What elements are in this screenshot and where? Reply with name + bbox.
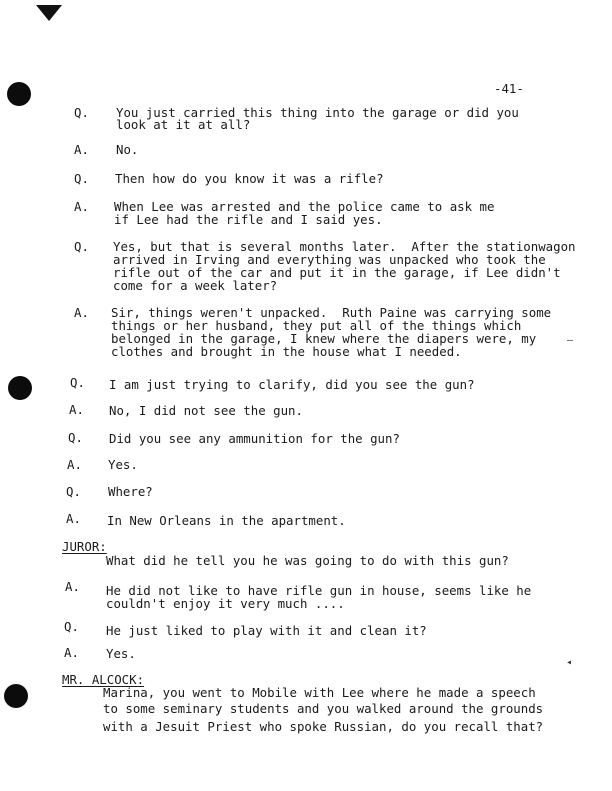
answer-line: with a Jesuit Priest who spoke Russian, do you recall that? xyxy=(103,719,544,734)
speaker-label: A. xyxy=(74,199,89,214)
speaker-label: Q. xyxy=(74,171,89,186)
corner-mark xyxy=(36,5,62,21)
answer-line: come for a week later? xyxy=(113,278,278,293)
speaker-label: Q. xyxy=(68,430,83,445)
punch-hole xyxy=(8,376,32,400)
speaker-label: A. xyxy=(74,142,89,157)
answer-line: look at it at all? xyxy=(116,117,251,132)
punch-hole xyxy=(4,684,28,708)
answer-line: When Lee was arrested and the police came to ask me xyxy=(114,199,495,214)
speaker-heading: JUROR: xyxy=(62,539,107,554)
answer-line: What did he tell you he was going to do with this gun? xyxy=(106,553,509,568)
answer-line: He just liked to play with it and clean it? xyxy=(106,623,427,638)
punch-hole xyxy=(7,82,31,106)
speaker-label: Q. xyxy=(64,619,79,634)
answer-line: Yes. xyxy=(106,646,136,661)
answer-line: Did you see any ammunition for the gun? xyxy=(109,431,400,446)
answer-line: In New Orleans in the apartment. xyxy=(107,513,346,528)
answer-line: I am just trying to clarify, did you see the gun? xyxy=(109,377,475,392)
stray-mark: – xyxy=(567,335,574,346)
speaker-label: A. xyxy=(65,579,80,594)
speaker-label: A. xyxy=(74,305,89,320)
speaker-heading: MR. ALCOCK: xyxy=(62,672,145,687)
speaker-label: Q. xyxy=(74,105,89,120)
answer-line: if Lee had the rifle and I said yes. xyxy=(114,212,383,227)
stray-mark: ◂ xyxy=(566,657,573,668)
speaker-label: A. xyxy=(66,511,81,526)
answer-line: arrived in Irving and everything was unpacked who took the xyxy=(113,252,546,267)
answer-line: couldn't enjoy it very much .... xyxy=(106,596,345,611)
answer-line: things or her husband, they put all of the things which xyxy=(111,318,522,333)
answer-line: belonged in the garage, I knew where the diapers were, my xyxy=(111,331,537,346)
speaker-label: Q. xyxy=(74,239,89,254)
answer-line: No. xyxy=(116,142,139,157)
answer-line: You just carried this thing into the garage or did you xyxy=(116,105,519,120)
answer-line: Marina, you went to Mobile with Lee where he made a speech xyxy=(103,685,536,700)
answer-line: He did not like to have rifle gun in house, seems like he xyxy=(106,583,532,598)
answer-line: Then how do you know it was a rifle? xyxy=(115,171,384,186)
speaker-label: A. xyxy=(64,645,79,660)
answer-line: to some seminary students and you walked around the grounds xyxy=(103,701,544,716)
answer-line: Yes. xyxy=(108,457,138,472)
page-number: -41- xyxy=(494,81,524,96)
answer-line: No, I did not see the gun. xyxy=(109,403,303,418)
answer-line: Where? xyxy=(108,484,153,499)
speaker-label: A. xyxy=(69,402,84,417)
answer-line: Sir, things weren't unpacked. Ruth Paine was carrying some xyxy=(111,305,552,320)
speaker-label: Q. xyxy=(66,484,81,499)
answer-line: clothes and brought in the house what I needed. xyxy=(111,344,462,359)
answer-line: rifle out of the car and put it in the garage, if Lee didn't xyxy=(113,265,561,280)
speaker-label: Q. xyxy=(70,375,85,390)
speaker-label: A. xyxy=(67,457,82,472)
answer-line: Yes, but that is several months later. After the stationwagon xyxy=(113,239,576,254)
